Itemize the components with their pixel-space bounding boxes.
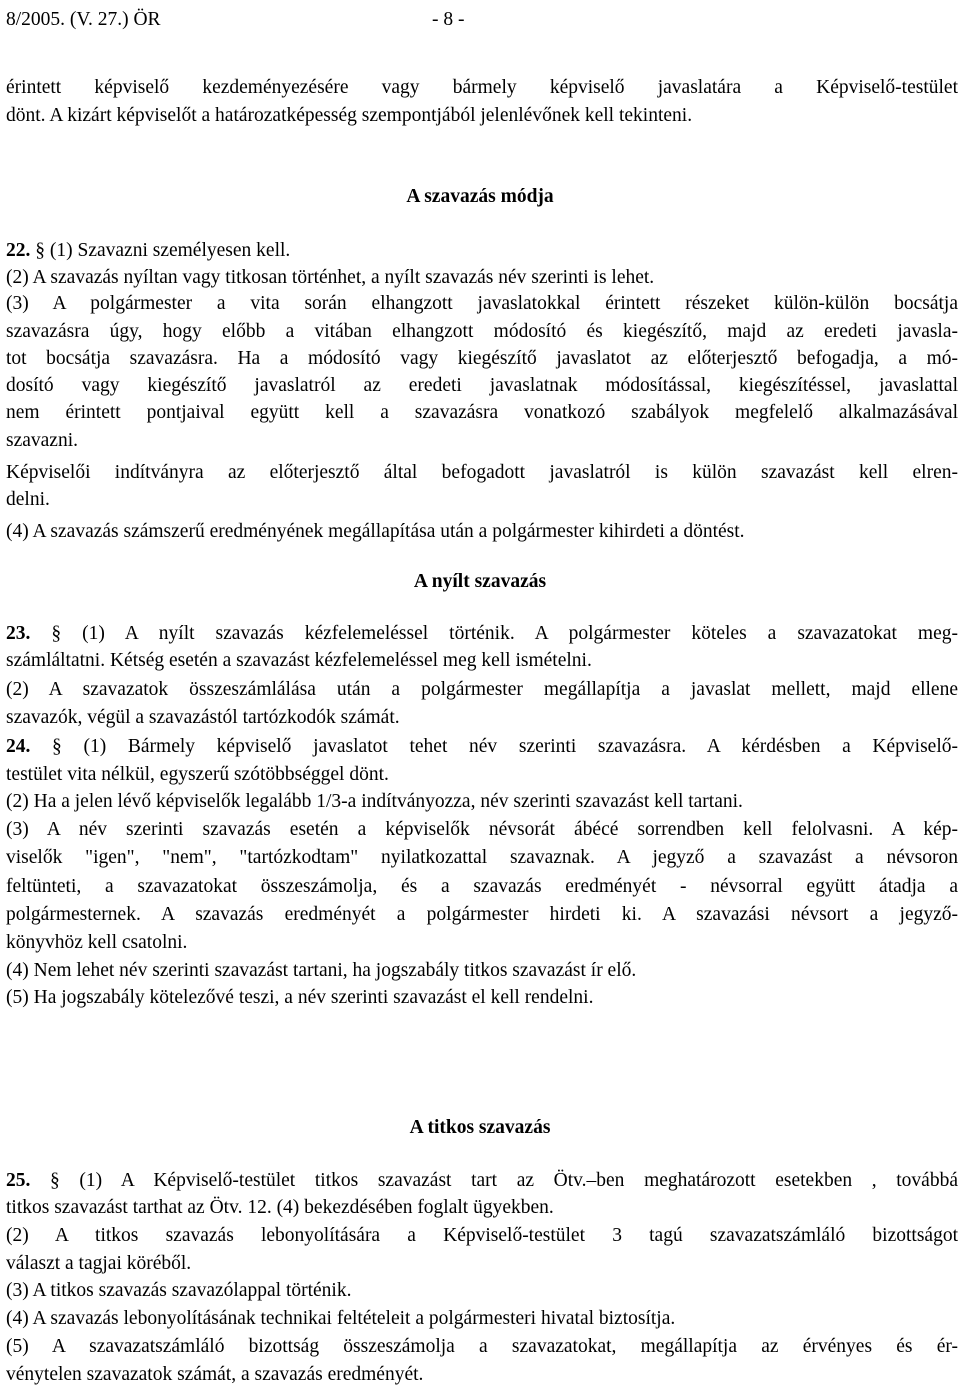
body-line: Képviselői indítványra az előterjesztő által befogadott javaslatról is külön szavazást kell elren- xyxy=(6,462,958,483)
paragraph-line: 23. § (1) A nyílt szavazás kézfelemeléssel történik. A polgármester köteles a szavazatokat meg- xyxy=(6,623,958,644)
document-reference: 8/2005. (V. 27.) ÖR xyxy=(6,9,161,30)
body-line: (3) A polgármester a vita során elhangzott javaslatokkal érintett részeket külön-külön bocsátja xyxy=(6,293,958,314)
body-line: (2) A szavazás nyíltan vagy titkosan történhet, a nyílt szavazás név szerinti is lehet. xyxy=(6,267,655,288)
section-number: 22. xyxy=(6,240,31,261)
paragraph-line: 24. § (1) Bármely képviselő javaslatot tehet név szerinti szavazásra. A kérdésben a Képviselő- xyxy=(6,736,958,757)
section-heading: A nyílt szavazás xyxy=(413,571,547,592)
section-sign-icon: § xyxy=(50,1170,60,1191)
section-number: 24. xyxy=(6,736,31,757)
body-line: (3) A titkos szavazás szavazólappal történik. xyxy=(6,1280,352,1301)
section-number: 25. xyxy=(6,1170,31,1191)
body-line: vénytelen szavazatok számát, a szavazás eredményét. xyxy=(6,1364,424,1385)
body-line: szavazásra úgy, hogy előbb a vitában elhangzott módosító és kiegészítő, majd az eredeti javasla- xyxy=(6,321,958,342)
section-sign-icon: § xyxy=(35,240,45,261)
page-number: - 8 - xyxy=(432,9,465,30)
body-line: (3) A név szerinti szavazás esetén a képviselők névsorát ábécé sorrendben kell felolvasni. A kép- xyxy=(6,819,958,840)
paragraph-line: 22. § (1) Szavazni személyesen kell. xyxy=(6,240,291,261)
body-line: (4) A szavazás számszerű eredményének megállapítása után a polgármester kihirdeti a döntést. xyxy=(6,521,745,542)
body-line: (5) A szavazatszámláló bizottság összeszámolja a szavazatokat, megállapítja az érvényes és ér- xyxy=(6,1336,958,1357)
section-sign-icon: § xyxy=(52,736,62,757)
body-line: (4) Nem lehet név szerinti szavazást tartani, ha jogszabály titkos szavazást ír elő. xyxy=(6,960,637,981)
body-line: polgármesternek. A szavazás eredményét a polgármester hirdeti ki. A szavazási névsort a jegyző- xyxy=(6,904,958,925)
body-line: szavazni. xyxy=(6,430,79,451)
body-line: titkos szavazást tarthat az Ötv. 12. (4) bekezdésében foglalt ügyekben. xyxy=(6,1197,554,1218)
body-line: (2) A titkos szavazás lebonyolítására a Képviselő-testület 3 tagú szavazatszámláló bizottságot xyxy=(6,1225,958,1246)
body-line: (5) Ha jogszabály kötelezővé teszi, a név szerinti szavazást el kell rendelni. xyxy=(6,987,594,1008)
body-line: viselők "igen", "nem", "tartózkodtam" nyilatkozattal szavaznak. A jegyző a szavazást a névsoron xyxy=(6,847,958,868)
body-line: feltünteti, a szavazatokat összeszámolja, és a szavazás eredményét - névsorral együtt átadja a xyxy=(6,876,958,897)
body-line: delni. xyxy=(6,489,50,510)
body-line: dosító vagy kiegészítő javaslatról az eredeti javaslatnak módosítással, kiegészítéssel, javaslattal xyxy=(6,375,958,396)
body-line: számláltatni. Kétség esetén a szavazást kézfelemeléssel meg kell ismételni. xyxy=(6,650,592,671)
body-line: tot bocsátja szavazásra. Ha a módosító vagy kiegészítő javaslatot az előterjesztő befogadja, a mó- xyxy=(6,348,958,369)
body-line: testület vita nélkül, egyszerű szótöbbséggel dönt. xyxy=(6,764,389,785)
body-line: könyvhöz kell csatolni. xyxy=(6,932,188,953)
body-line: (4) A szavazás lebonyolításának technikai feltételeit a polgármesteri hivatal biztosítja. xyxy=(6,1308,676,1329)
body-line: érintett képviselő kezdeményezésére vagy bármely képviselő javaslatára a Képviselő-testület xyxy=(6,77,958,98)
paragraph-line: 25. § (1) A Képviselő-testület titkos szavazást tart az Ötv.–ben meghatározott esetekben , továbbá xyxy=(6,1170,958,1191)
body-line: szavazók, végül a szavazástól tartózkodók számát. xyxy=(6,707,400,728)
section-heading: A titkos szavazás xyxy=(409,1117,551,1138)
body-line: (2) A szavazatok összeszámlálása után a polgármester megállapítja a javaslat mellett, majd ellene xyxy=(6,679,958,700)
section-heading: A szavazás módja xyxy=(406,186,554,207)
section-sign-icon: § xyxy=(51,623,62,644)
body-line: nem érintett pontjaival együtt kell a szavazásra vonatkozó szabályok megfelelő alkalmazásával xyxy=(6,402,958,423)
body-line: (2) Ha a jelen lévő képviselők legalább 1/3-a indítványozza, név szerinti szavazást kell tartani. xyxy=(6,791,743,812)
body-line: dönt. A kizárt képviselőt a határozatképesség szempontjából jelenlévőnek kell tekinteni. xyxy=(6,105,693,126)
section-number: 23. xyxy=(6,623,31,644)
body-line: választ a tagjai köréből. xyxy=(6,1253,192,1274)
